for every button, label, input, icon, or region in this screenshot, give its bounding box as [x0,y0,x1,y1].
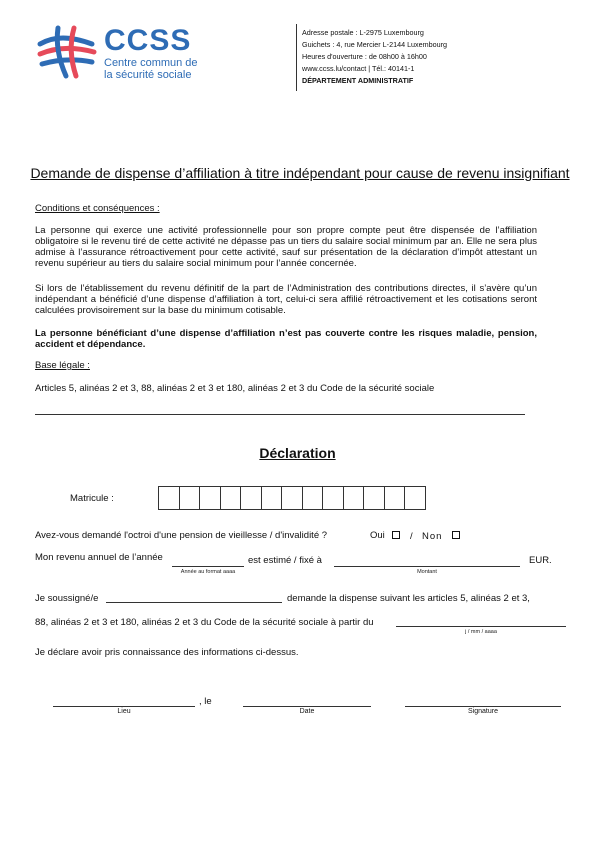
lieu-label: Lieu [117,708,131,715]
non-label: Non [422,531,443,542]
request-text: demande la dispense suivant les articles 5, alinéas 2 et 3, [287,593,530,604]
declaration-title: Déclaration [259,445,336,461]
pension-question: Avez-vous demandé l'octroi d'une pension de vieillesse / d'invalidité ? [35,530,328,541]
currency-label: EUR. [529,555,552,566]
conditions-heading: Conditions et conséquences : [35,203,160,214]
start-date-input-line[interactable] [396,626,566,627]
matricule-digit-box[interactable] [158,486,180,510]
matricule-digit-box[interactable] [343,486,365,510]
logo-line2: la sécurité sociale [104,69,192,81]
comma-le: , le [199,696,212,707]
matricule-digit-box[interactable] [281,486,303,510]
header-divider [296,24,297,91]
matricule-digit-box[interactable] [302,486,324,510]
year-input-line[interactable] [172,566,244,567]
address-hours: Heures d'ouverture : de 08h00 à 16h00 [302,52,427,62]
matricule-digit-box[interactable] [220,486,242,510]
revenue-label: Mon revenu annuel de l’année [35,552,163,563]
form-title: Demande de dispense d’affiliation à titre indépendant pour cause de revenu insignifiant [30,165,570,181]
oui-label: Oui [370,530,385,541]
signature-input-line[interactable] [405,706,561,707]
amount-hint: Montant [417,569,437,575]
matricule-digit-box[interactable] [199,486,221,510]
date-hint: j / mm / aaaa [465,629,497,635]
matricule-digit-box[interactable] [363,486,385,510]
name-input-line[interactable] [106,602,282,603]
conditions-paragraph-3: La personne bénéficiant d’une dispense d’affiliation n’est pas couverte contre les risques maladie, pension, accident et dépendance. [35,328,537,350]
matricule-digit-box[interactable] [261,486,283,510]
logo-wordmark [104,24,198,81]
signature-label: Signature [468,708,498,715]
matricule-digit-box[interactable] [240,486,262,510]
amount-input-line[interactable] [334,566,520,567]
ccss-logo-icon [36,24,100,80]
year-hint: Année au format aaaa [180,569,236,575]
choice-separator: / [410,531,413,542]
section-divider [35,414,525,415]
non-checkbox[interactable] [452,531,460,539]
address-contact: www.ccss.lu/contact | Tél.: 40141-1 [302,64,415,74]
department-label: DÉPARTEMENT ADMINISTRATIF [302,76,414,86]
legal-heading: Base légale : [35,360,90,371]
address-counters: Guichets : 4, rue Mercier L-2144 Luxembourg [302,40,448,50]
articles-line: 88, alinéas 2 et 3 et 180, alinéas 2 et 3 du Code de la sécurité sociale à partir du [35,617,374,628]
address-block [302,27,447,87]
logo-line1: Centre commun de [104,57,198,69]
logo-name: CCSS [104,24,192,57]
estimate-label: est estimé / fixé à [248,555,322,566]
matricule-boxes[interactable] [158,486,425,510]
acknowledge-text: Je déclare avoir pris connaissance des informations ci-dessus. [35,647,299,658]
matricule-digit-box[interactable] [384,486,406,510]
legal-text: Articles 5, alinéas 2 et 3, 88, alinéas 2 et 3 et 180, alinéas 2 et 3 du Code de la sécurité sociale [35,383,435,394]
lieu-input-line[interactable] [53,706,195,707]
date-input-line[interactable] [243,706,371,707]
conditions-paragraph-1: La personne qui exerce une activité professionnelle pour son propre compte peut être dispensée de l’affiliation obligatoire si le revenu tiré de cette activité ne dépasse pas un tiers du salaire social minimum par an. Elle ne sera plus admise à l’assurance rétroactivement pour cette activité, sauf sur présentation de la déclaration d’impôt attestant un revenu supérieur au tiers du salaire social minimum pour l’année concernée. [35,225,537,269]
date-label: Date [299,708,315,715]
matricule-digit-box[interactable] [179,486,201,510]
matricule-label: Matricule : [70,493,114,504]
oui-checkbox[interactable] [392,531,400,539]
matricule-digit-box[interactable] [322,486,344,510]
conditions-paragraph-2: Si lors de l’établissement du revenu définitif de la part de l’Administration des contributions directes, il s’avère qu’un indépendant a bénéficié d’une dispense d’affiliation à tort, celui-ci sera affilié rétroactivement et les cotisations seront calculées provisoirement sur la base du minimum cotisable. [35,283,537,316]
matricule-digit-box[interactable] [404,486,426,510]
address-postal: Adresse postale : L-2975 Luxembourg [302,28,424,37]
undersigned-label: Je soussigné/e [35,593,99,604]
